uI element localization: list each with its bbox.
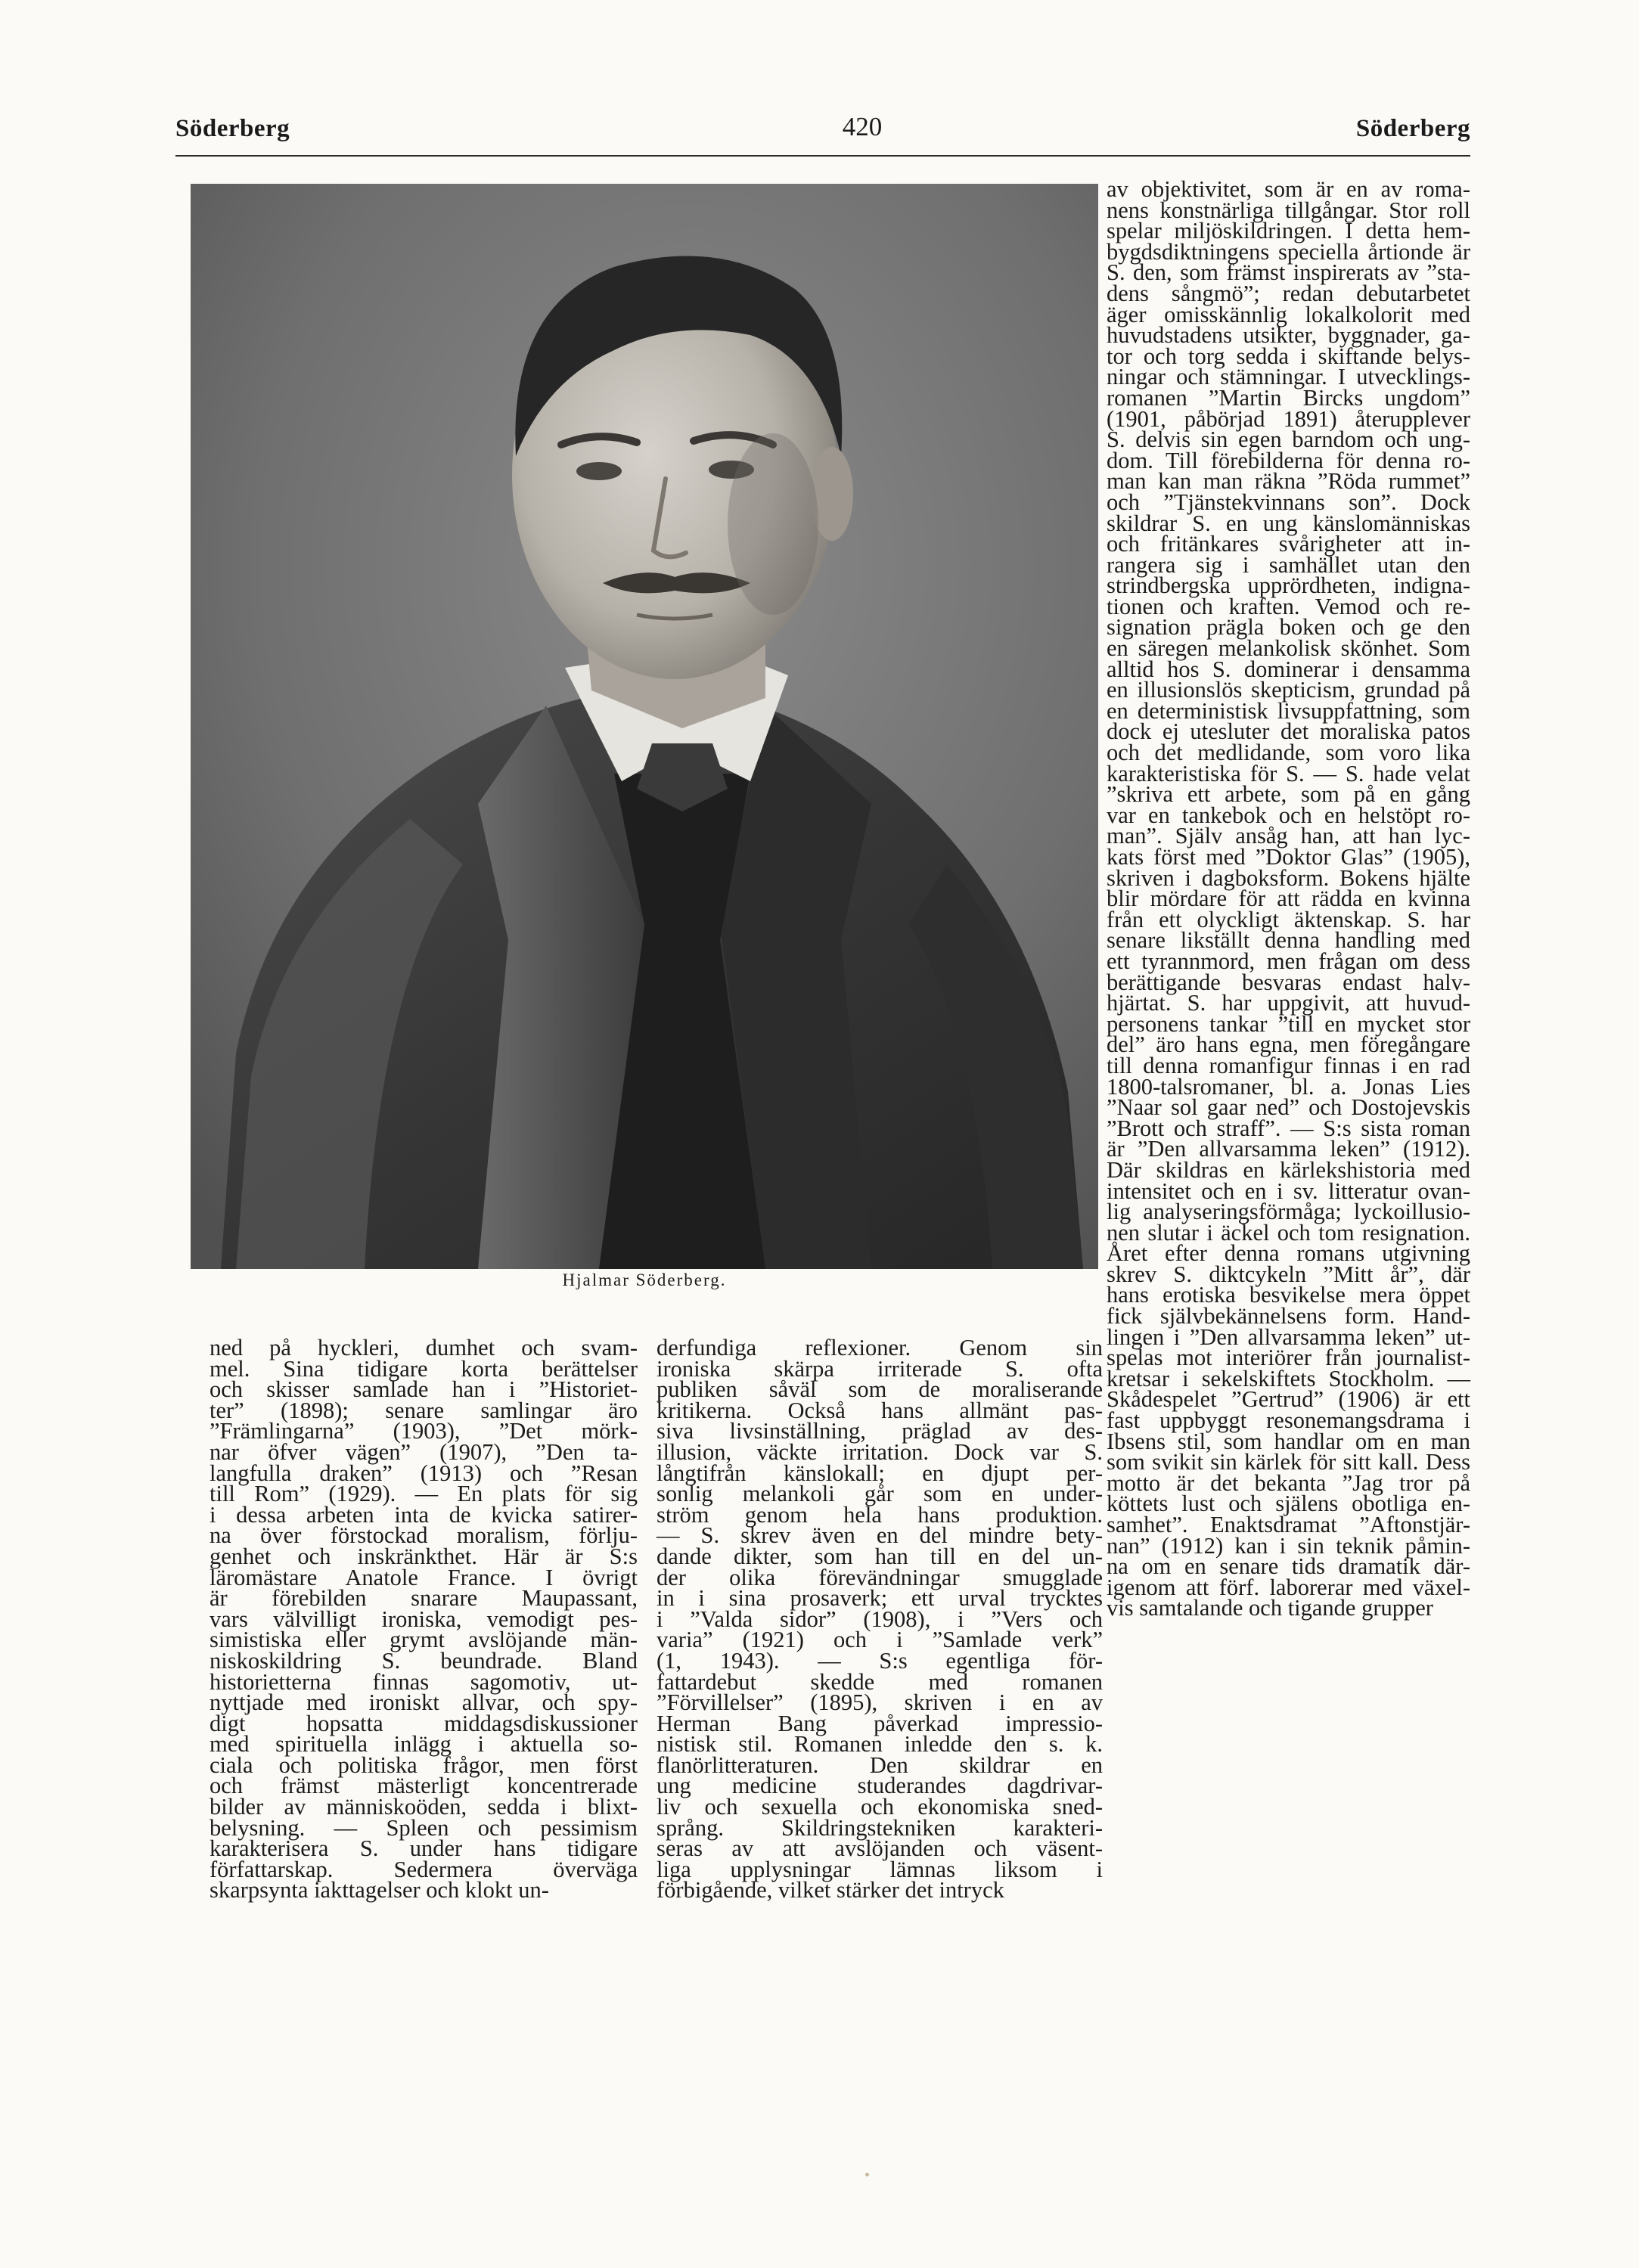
text-line: läromästare Anatole France. I övrigt xyxy=(210,1564,638,1590)
text-column-left xyxy=(210,1335,638,1903)
text-line: dande dikter, som han till en del un- xyxy=(657,1543,1103,1569)
text-line: senare likställt denna handling med xyxy=(1107,927,1470,954)
text-line: na om en senare tids dramatik där- xyxy=(1107,1553,1470,1580)
text-column-middle xyxy=(657,1335,1103,1903)
text-column-right xyxy=(1107,176,1470,1621)
text-line: spelas mot interiörer från journalist- xyxy=(1107,1345,1470,1371)
text-line: hjärtat. S. har uppgivit, att huvud- xyxy=(1107,990,1470,1016)
text-line: alltid hos S. dominerar i densamma xyxy=(1107,656,1470,682)
paper-speck xyxy=(865,2173,869,2176)
text-line: huvudstadens utsikter, byggnader, ga- xyxy=(1107,322,1470,349)
text-line: författarskap. Sedermera överväga xyxy=(210,1856,638,1882)
text-line: långtifrån känslokall; en djupt per- xyxy=(657,1460,1103,1486)
text-line: vis samtalande och tigande grupper xyxy=(1107,1595,1433,1621)
text-line: till Rom” (1929). — En plats för sig xyxy=(210,1481,638,1507)
text-line: ”Främlingarna” (1903), ”Det mörk- xyxy=(210,1418,638,1444)
text-line: 1800-talsromaner, bl. a. Jonas Lies xyxy=(1107,1073,1470,1100)
portrait-photo xyxy=(191,184,1098,1269)
text-line: en illusionslös skepticism, grundad på xyxy=(1107,677,1470,703)
text-line: Skådespelet ”Gertrud” (1906) är ett xyxy=(1107,1386,1470,1413)
text-line: liga upplysningar lämnas liksom i xyxy=(657,1856,1103,1882)
text-line: motto är det bekanta ”Jag tror på xyxy=(1107,1469,1470,1496)
text-line: fast uppbyggt resonemangsdrama i xyxy=(1107,1407,1470,1434)
text-line: siva livsinställning, präglad av des- xyxy=(657,1418,1103,1444)
text-line: lingen i ”Den allvarsamma leken” ut- xyxy=(1107,1323,1470,1350)
text-line: romanen ”Martin Bircks ungdom” xyxy=(1107,384,1470,411)
text-line: köttets lust och själens obotliga en- xyxy=(1107,1491,1470,1517)
text-line: är ”Den allvarsamma leken” (1912). xyxy=(1107,1136,1470,1162)
text-line: S. den, som främst inspirerats av ”sta- xyxy=(1107,259,1470,286)
text-line: Ibsens stil, som handlar om en man xyxy=(1107,1428,1470,1454)
text-line: Där skildras en kärlekshistoria med xyxy=(1107,1156,1470,1183)
text-line: digt hopsatta middagsdiskussioner xyxy=(210,1710,638,1736)
text-line: Herman Bang påverkad impressio- xyxy=(657,1710,1103,1736)
text-line: som svikit sin kärlek för sitt kall. Dess xyxy=(1107,1449,1470,1475)
text-line: ”Naar sol gaar ned” och Dostojevskis xyxy=(1107,1094,1470,1121)
text-line: sonlig melankoli går som en under- xyxy=(657,1481,1103,1507)
text-line: samhet”. Enaktsdramat ”Aftonstjär- xyxy=(1107,1512,1470,1537)
text-line: dens sångmö”; redan debutarbetet xyxy=(1107,280,1470,306)
text-line: fattardebut skedde med romanen xyxy=(657,1668,1103,1695)
running-head-right: Söderberg xyxy=(1355,115,1470,142)
text-line: skildrar S. en ung känslomänniskas xyxy=(1107,510,1470,536)
text-line: derfundiga reflexioner. Genom sin xyxy=(657,1335,1103,1360)
text-line: karakteristiska för S. — S. hade velat xyxy=(1107,760,1470,787)
text-line: publiken såväl som de moraliserande xyxy=(657,1376,1103,1403)
portrait-illustration xyxy=(191,184,1098,1269)
text-line: ström genom hela hans produktion. xyxy=(657,1501,1103,1528)
text-line: ”Brott och straff”. — S:s sista roman xyxy=(1107,1115,1470,1141)
text-line: med spirituella inlägg i aktuella so- xyxy=(210,1731,638,1758)
text-line: S. delvis sin egen barndom och ung- xyxy=(1107,427,1470,453)
text-line: rangera sig i samhället utan den xyxy=(1107,551,1470,578)
text-line: ter” (1898); senare samlingar äro xyxy=(210,1397,638,1423)
text-line: simistiska eller grymt avslöjande män- xyxy=(210,1627,638,1653)
text-line: na över förstockad moralism, förlju- xyxy=(210,1522,638,1549)
text-line: intensitet och en i sv. litteratur ovan- xyxy=(1107,1177,1470,1204)
text-line: nan” (1912) kan i sin teknik påmin- xyxy=(1107,1532,1470,1559)
text-line: (1, 1943). — S:s egentliga för- xyxy=(657,1647,1103,1674)
text-line: dock ej utesluter det moraliska patos xyxy=(1107,718,1470,745)
text-line: är förebilden snarare Maupassant, xyxy=(210,1585,638,1612)
text-line: bygdsdiktningens speciella årtionde är xyxy=(1107,238,1470,265)
text-line: ung medicine studerandes dagdrivar- xyxy=(657,1773,1103,1799)
text-line: dom. Till förebilderna för denna ro- xyxy=(1107,447,1470,473)
text-line: till denna romanfigur finnas i en rad xyxy=(1107,1052,1470,1078)
text-line: nistisk stil. Romanen inledde den s. k. xyxy=(657,1731,1103,1758)
text-line: och det medlidande, som voro lika xyxy=(1107,740,1470,766)
text-line: niskoskildring S. beundrade. Bland xyxy=(210,1647,638,1674)
text-line: fick självbekännelsens form. Hand- xyxy=(1107,1303,1470,1329)
text-line: nar öfver vägen” (1907), ”Den ta- xyxy=(210,1438,638,1465)
page-number: 420 xyxy=(842,112,883,141)
text-line: der olika förevändningar smugglade xyxy=(657,1564,1103,1590)
text-line: äger omisskännlig lokalkolorit med xyxy=(1107,301,1470,327)
text-line: och ”Tjänstekvinnans son”. Dock xyxy=(1107,489,1470,515)
text-line: nyttjade med ironiskt allvar, och spy- xyxy=(210,1689,638,1716)
text-line: skrev S. diktcykeln ”Mitt år”, där xyxy=(1107,1261,1470,1287)
text-line: och fritänkares svårigheter att in- xyxy=(1107,531,1470,557)
text-line: i ”Valda sidor” (1908), i ”Vers och xyxy=(657,1606,1103,1632)
text-line: var en tankebok och en helstöpt ro- xyxy=(1107,802,1470,828)
text-line: bilder av människoöden, sedda i blixt- xyxy=(210,1794,638,1820)
text-line: och främst mästerligt koncentrerade xyxy=(210,1773,638,1799)
text-line: en säregen melankolisk skönhet. Som xyxy=(1107,635,1470,662)
figure-caption: Hjalmar Söderberg. xyxy=(562,1271,727,1289)
text-line: spelar miljöskildringen. I detta hem- xyxy=(1107,218,1470,244)
text-line: varia” (1921) och i ”Samlade verk” xyxy=(657,1627,1103,1653)
text-line: kats först med ”Doktor Glas” (1905), xyxy=(1107,844,1470,870)
text-line: liv och sexuella och ekonomiska sned- xyxy=(657,1794,1103,1820)
text-line: skarpsynta iakttagelser och klokt un- xyxy=(210,1877,549,1903)
text-line: illusion, väckte irritation. Dock var S. xyxy=(657,1438,1103,1465)
text-line: belysning. — Spleen och pessimism xyxy=(210,1814,638,1841)
text-line: flanörlitteraturen. Den skildrar en xyxy=(657,1751,1103,1778)
text-line: igenom att förf. laborerar med växel- xyxy=(1107,1574,1470,1600)
running-head-left: Söderberg xyxy=(175,115,290,142)
text-line: nens konstnärliga tillgångar. Stor roll xyxy=(1107,197,1470,223)
text-line: blir mördare för att rädda en kvinna xyxy=(1107,886,1470,912)
text-line: genhet och inskränkthet. Här är S:s xyxy=(210,1543,638,1569)
text-line: tor och torg sedda i skiftande belys- xyxy=(1107,343,1470,369)
text-line: av objektivitet, som är en av roma- xyxy=(1107,176,1470,202)
text-line: skriven i dagboksform. Bokens hjälte xyxy=(1107,864,1470,891)
text-line: kritikerna. Också hans allmänt pas- xyxy=(657,1397,1103,1423)
text-line: ningar och stämningar. I utvecklings- xyxy=(1107,364,1470,390)
text-line: in i sina prosaverk; ett urval trycktes xyxy=(657,1585,1103,1612)
text-line: (1901, påbörjad 1891) återupplever xyxy=(1107,405,1470,432)
text-line: tionen och kraften. Vemod och re- xyxy=(1107,593,1470,619)
text-line: en deterministisk livsuppfattning, som xyxy=(1107,697,1470,724)
text-line: man kan man räkna ”Röda rummet” xyxy=(1107,468,1470,495)
text-line: personens tankar ”till en mycket stor xyxy=(1107,1010,1470,1037)
text-line: från ett olyckligt äktenskap. S. har xyxy=(1107,906,1470,932)
text-line: språng. Skildringstekniken karakteri- xyxy=(657,1814,1103,1841)
text-line: berättigande besvaras endast halv- xyxy=(1107,969,1470,995)
text-line: i dessa arbeten inta de kvicka satirer- xyxy=(210,1501,638,1528)
text-line: kretsar i sekelskiftets Stockholm. — xyxy=(1107,1365,1470,1392)
text-line: hans erotiska besvikelse mera öppet xyxy=(1107,1282,1470,1308)
text-line: ”skriva ett arbete, som på en gång xyxy=(1107,781,1470,808)
text-line: ett tyrannmord, men frågan om dess xyxy=(1107,948,1470,974)
text-line: seras av att avslöjanden och väsent- xyxy=(657,1835,1103,1862)
text-line: signation prägla boken och ge den xyxy=(1107,614,1470,641)
text-line: lig analyseringsförmåga; lyckoillusio- xyxy=(1107,1199,1470,1225)
text-line: man”. Själv ansåg han, att han lyc- xyxy=(1107,823,1470,849)
text-line: förbigående, vilket stärker det intryck xyxy=(657,1877,1004,1903)
text-line: vars välvilligt ironiska, vemodigt pes- xyxy=(210,1606,638,1632)
text-line: historietterna finnas sagomotiv, ut- xyxy=(210,1668,638,1695)
text-line: nen slutar i äckel och tom resignation. xyxy=(1107,1219,1470,1246)
text-line: mel. Sina tidigare korta berättelser xyxy=(210,1355,638,1382)
text-line: ciala och politiska frågor, men först xyxy=(210,1751,638,1778)
text-line: strindbergska upprördheten, indigna- xyxy=(1107,572,1470,599)
header-rule xyxy=(175,155,1470,157)
text-line: ned på hyckleri, dumhet och svam- xyxy=(210,1335,638,1360)
text-line: karakterisera S. under hans tidigare xyxy=(210,1835,638,1862)
text-line: del” äro hans egna, men föregångare xyxy=(1107,1032,1470,1058)
text-line: — S. skrev även en del mindre bety- xyxy=(657,1522,1103,1549)
text-line: och skisser samlade han i ”Historiet- xyxy=(210,1376,638,1403)
text-line: ”Förvillelser” (1895), skriven i en av xyxy=(657,1689,1103,1716)
text-line: Året efter denna romans utgivning xyxy=(1107,1240,1470,1267)
text-line: ironiska skärpa irriterade S. ofta xyxy=(657,1355,1103,1382)
text-line: langfulla draken” (1913) och ”Resan xyxy=(210,1460,638,1486)
